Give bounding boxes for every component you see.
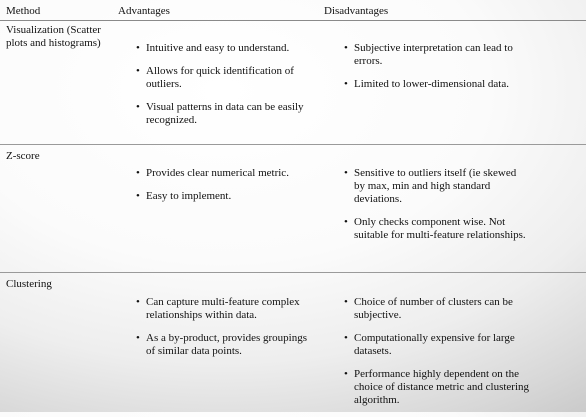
disadvantages-list [344,167,529,252]
table-row [0,145,586,273]
list-item: • Performance highly dependent on the choice of distance metric and clustering algorithm. [344,368,529,407]
advantages-list [136,296,316,368]
list-item: • Provides clear numerical metric. [136,167,316,180]
method-cell: Z-score [6,150,40,162]
list-item: • Easy to implement. [136,190,316,203]
list-item: • As a by-product, provides groupings of similar data points. [136,332,316,358]
list-item: • Visual patterns in data can be easily recognized. [136,101,316,127]
list-item: • Computationally expensive for large datasets. [344,332,529,358]
table-row [0,21,586,145]
advantages-list [136,167,316,213]
disadvantages-list [344,296,529,417]
method-cell: Clustering [6,278,52,290]
table-row [0,273,586,412]
method-cell: Visualization (Scatter plots and histograms) [6,24,101,49]
list-item: • Can capture multi-feature complex relationships within data. [136,296,316,322]
advantages-list [136,42,316,137]
header-disadvantages: Disadvantages [324,5,389,17]
list-item: • Limited to lower-dimensional data. [344,78,529,91]
header-method: Method [6,5,41,17]
list-item: • Allows for quick identification of outliers. [136,65,316,91]
list-item: • Only checks component wise. Not suitable for multi-feature relationships. [344,216,529,242]
list-item: • Intuitive and easy to understand. [136,42,316,55]
list-item: • Subjective interpretation can lead to errors. [344,42,529,68]
list-item: • Sensitive to outliers itself (ie skewed by max, min and high standard deviations. [344,167,529,206]
header-advantages: Advantages [118,5,170,17]
list-item: • Choice of number of clusters can be subjective. [344,296,529,322]
disadvantages-list [344,42,529,101]
table-header [0,0,586,21]
